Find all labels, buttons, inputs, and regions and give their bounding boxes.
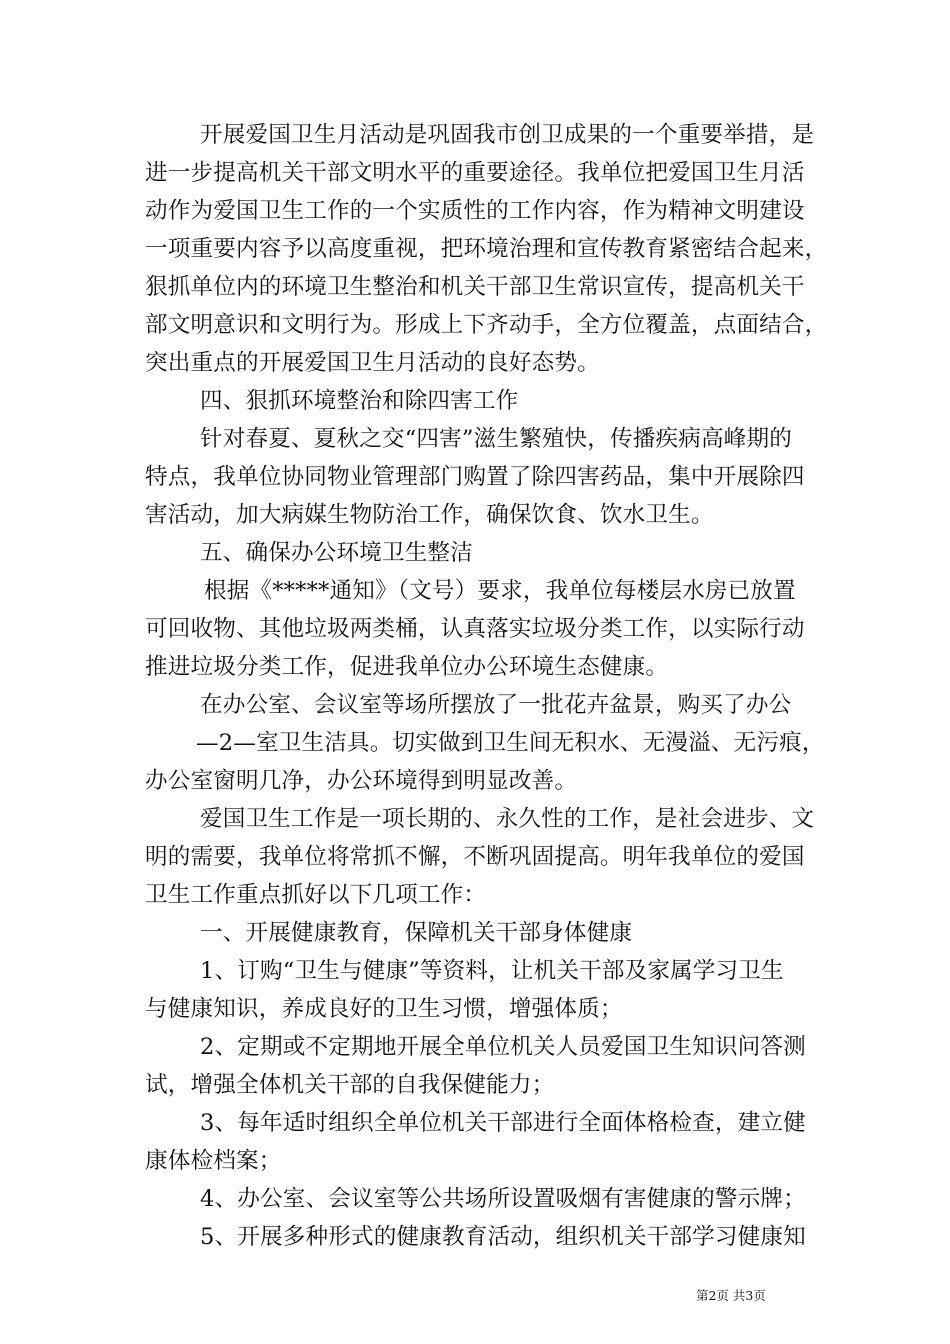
text-line: —2—室卫生洁具。切实做到卫生间无积水、无漫溢、无污痕， — [196, 730, 825, 756]
text-line: 明的需要，我单位将常抓不懈，不断巩固提高。明年我单位的爱国 — [145, 844, 805, 870]
text-line: 1、订购“卫生与健康”等资料，让机关干部及家属学习卫生 — [200, 958, 784, 984]
text-line: 针对春夏、夏秋之交“四害”滋生繁殖快，传播疾病高峰期的 — [200, 426, 792, 452]
text-line: 突出重点的开展爱国卫生月活动的良好态势。 — [145, 350, 600, 376]
text-line: 一项重要内容予以高度重视，把环境治理和宣传教育紧密结合起来， — [145, 236, 828, 262]
section-heading: 四、狠抓环境整治和除四害工作 — [200, 388, 519, 414]
text-line: 卫生工作重点抓好以下几项工作： — [145, 882, 487, 908]
text-line: 根据《*****通知》（文号）要求，我单位每楼层水房已放置 — [204, 578, 796, 604]
text-line: 爱国卫生工作是一项长期的、永久性的工作，是社会进步、文 — [200, 806, 815, 832]
text-line: 推进垃圾分类工作，促进我单位办公环境生态健康。 — [145, 654, 669, 680]
text-line: 办公室窗明几净，办公环境得到明显改善。 — [145, 768, 578, 794]
section-heading: 五、确保办公环境卫生整洁 — [200, 540, 473, 566]
text-line: 与健康知识，养成良好的卫生习惯，增强体质； — [145, 996, 623, 1022]
text-line: 特点，我单位协同物业管理部门购置了除四害药品，集中开展除四 — [145, 464, 805, 490]
page-number: 第2页 共3页 — [696, 1288, 766, 1303]
text-line: 在办公室、会议室等场所摆放了一批花卉盆景，购买了办公 — [200, 692, 792, 718]
text-line: 4、办公室、会议室等公共场所设置吸烟有害健康的警示牌； — [200, 1186, 806, 1212]
text-line: 部文明意识和文明行为。形成上下齐动手，全方位覆盖，点面结合， — [145, 312, 828, 338]
text-line: 开展爱国卫生月活动是巩固我市创卫成果的一个重要举措，是 — [200, 122, 815, 148]
text-line: 3、每年适时组织全单位机关干部进行全面体格检查，建立健 — [200, 1110, 806, 1136]
text-line: 可回收物、其他垃圾两类桶，认真落实垃圾分类工作，以实际行动 — [145, 616, 805, 642]
text-line: 5、开展多种形式的健康教育活动，组织机关干部学习健康知 — [200, 1224, 806, 1250]
text-line: 动作为爱国卫生工作的一个实质性的工作内容，作为精神文明建设 — [145, 198, 805, 224]
text-line: 康体检档案； — [145, 1148, 282, 1174]
text-line: 害活动，加大病媒生物防治工作，确保饮食、饮水卫生。 — [145, 502, 714, 528]
text-line: 进一步提高机关干部文明水平的重要途径。我单位把爱国卫生月活 — [145, 160, 805, 186]
section-heading: 一、开展健康教育，保障机关干部身体健康 — [200, 920, 633, 946]
text-line: 狠抓单位内的环境卫生整治和机关干部卫生常识宣传，提高机关干 — [145, 274, 805, 300]
text-line: 试，增强全体机关干部的自我保健能力； — [145, 1072, 555, 1098]
text-line: 2、定期或不定期地开展全单位机关人员爱国卫生知识问答测 — [200, 1034, 806, 1060]
